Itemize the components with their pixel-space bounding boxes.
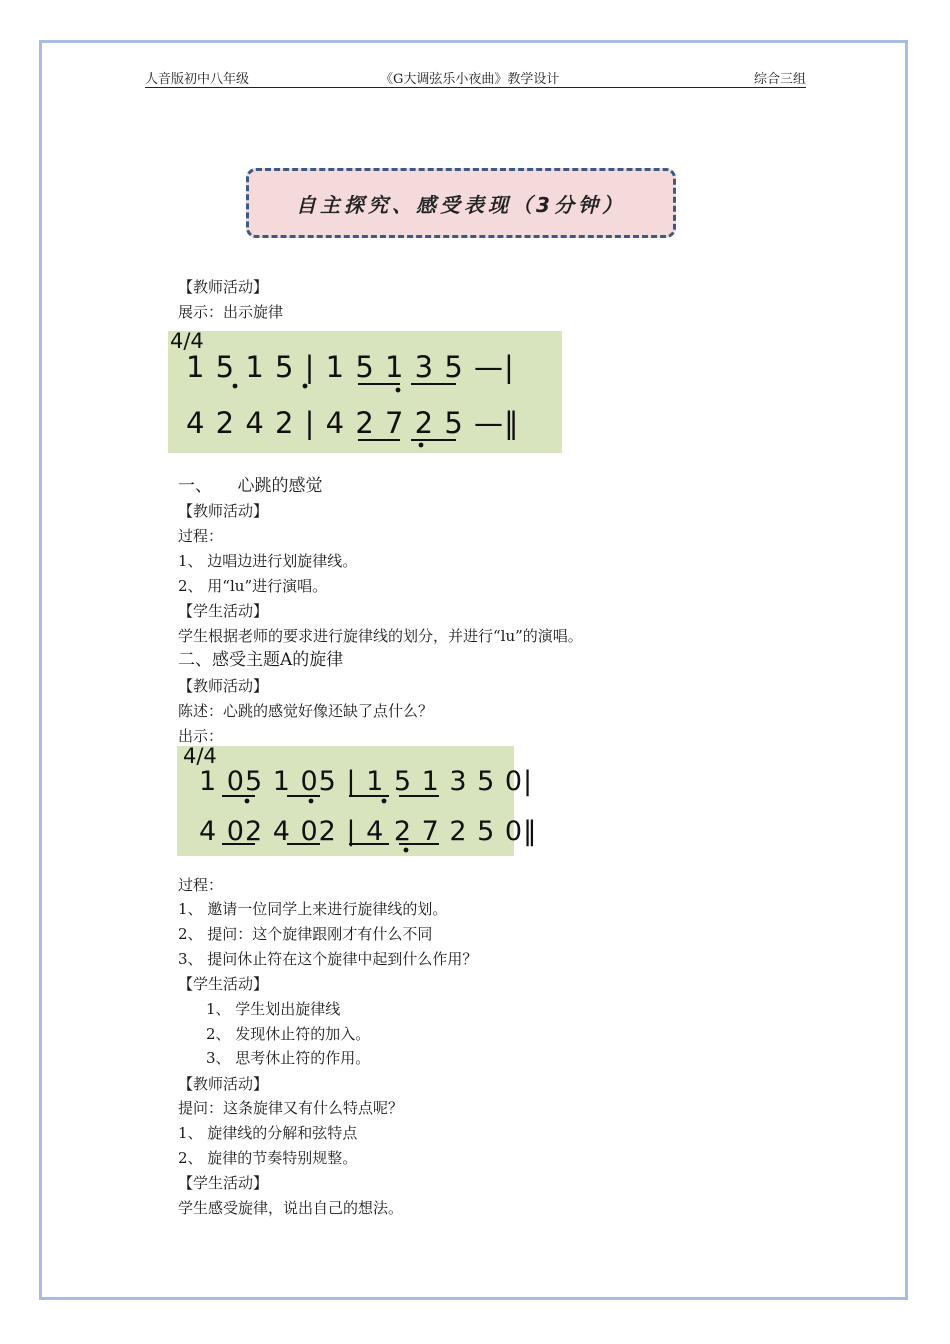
melody-score-2 <box>177 744 538 856</box>
score-row-2: 4 02 4 02 | 4 2 7 2 5 0‖ <box>199 816 538 847</box>
student-activity-label: 【学生活动】 <box>178 1174 269 1192</box>
list-item: 1、 旋律线的分解和弦特点 <box>178 1124 358 1142</box>
header-right: 综合三组 <box>753 72 806 87</box>
list-item: 1、 边唱边进行划旋律线。 <box>178 552 358 570</box>
teacher-activity-label: 【教师活动】 <box>178 677 269 695</box>
list-item: 2、 发现休止符的加入。 <box>206 1025 371 1043</box>
teacher-activity-label: 【教师活动】 <box>178 502 269 520</box>
score-underlines <box>177 746 514 856</box>
student-activity-label: 【学生活动】 <box>178 975 269 993</box>
time-signature: 4/4 <box>170 329 204 353</box>
list-item: 2、 提问：这个旋律跟刚才有什么不同 <box>178 925 433 943</box>
time-signature: 4/4 <box>183 744 217 768</box>
score-row-2: 4 2 4 2 | 4 2 7 2 5 —‖ <box>186 406 520 440</box>
process-label: 过程： <box>178 527 224 545</box>
list-item: 3、 思考休止符的作用。 <box>206 1049 371 1067</box>
score-underlines <box>168 331 562 453</box>
list-item: 2、 用“lu”进行演唱。 <box>178 577 328 595</box>
page-header <box>145 67 806 88</box>
question-text: 提问：这条旋律又有什么特点呢？ <box>178 1099 404 1117</box>
header-center: 《G大调弦乐小夜曲》教学设计 <box>380 72 560 87</box>
teacher-activity-label: 【教师活动】 <box>178 278 269 296</box>
statement-text: 陈述：心跳的感觉好像还缺了点什么？ <box>178 702 434 720</box>
student-activity-text: 学生感受旋律，说出自己的想法。 <box>178 1199 404 1217</box>
student-activity-label: 【学生活动】 <box>178 602 269 620</box>
process-label: 过程： <box>178 876 224 894</box>
list-item: 3、 提问休止符在这个旋律中起到什么作用？ <box>178 950 478 968</box>
header-left: 人音版初中八年级 <box>145 72 250 87</box>
list-item: 1、 学生划出旋律线 <box>206 1000 341 1018</box>
section-2-heading: 二、感受主题A的旋律 <box>178 650 344 670</box>
teacher-activity-label: 【教师活动】 <box>178 1075 269 1093</box>
show-label: 出示： <box>178 727 224 745</box>
student-activity-text: 学生根据老师的要求进行旋律线的划分，并进行“lu”的演唱。 <box>178 627 583 645</box>
list-item: 1、 邀请一位同学上来进行旋律线的划。 <box>178 900 448 918</box>
score-row-1: 1 05 1 05 | 1 5 1 3 5 0| <box>199 766 534 797</box>
show-melody-text: 展示：出示旋律 <box>178 303 284 321</box>
section-title-box <box>246 168 676 238</box>
section-1-heading: 一、 心跳的感觉 <box>178 476 323 496</box>
section-title: 自主探究、感受表现（3分钟） <box>296 192 626 217</box>
list-item: 2、 旋律的节奏特别规整。 <box>178 1149 358 1167</box>
melody-score-1 <box>168 331 562 453</box>
score-row-1: 1 5 1 5 | 1 5 1 3 5 —| <box>186 350 515 384</box>
